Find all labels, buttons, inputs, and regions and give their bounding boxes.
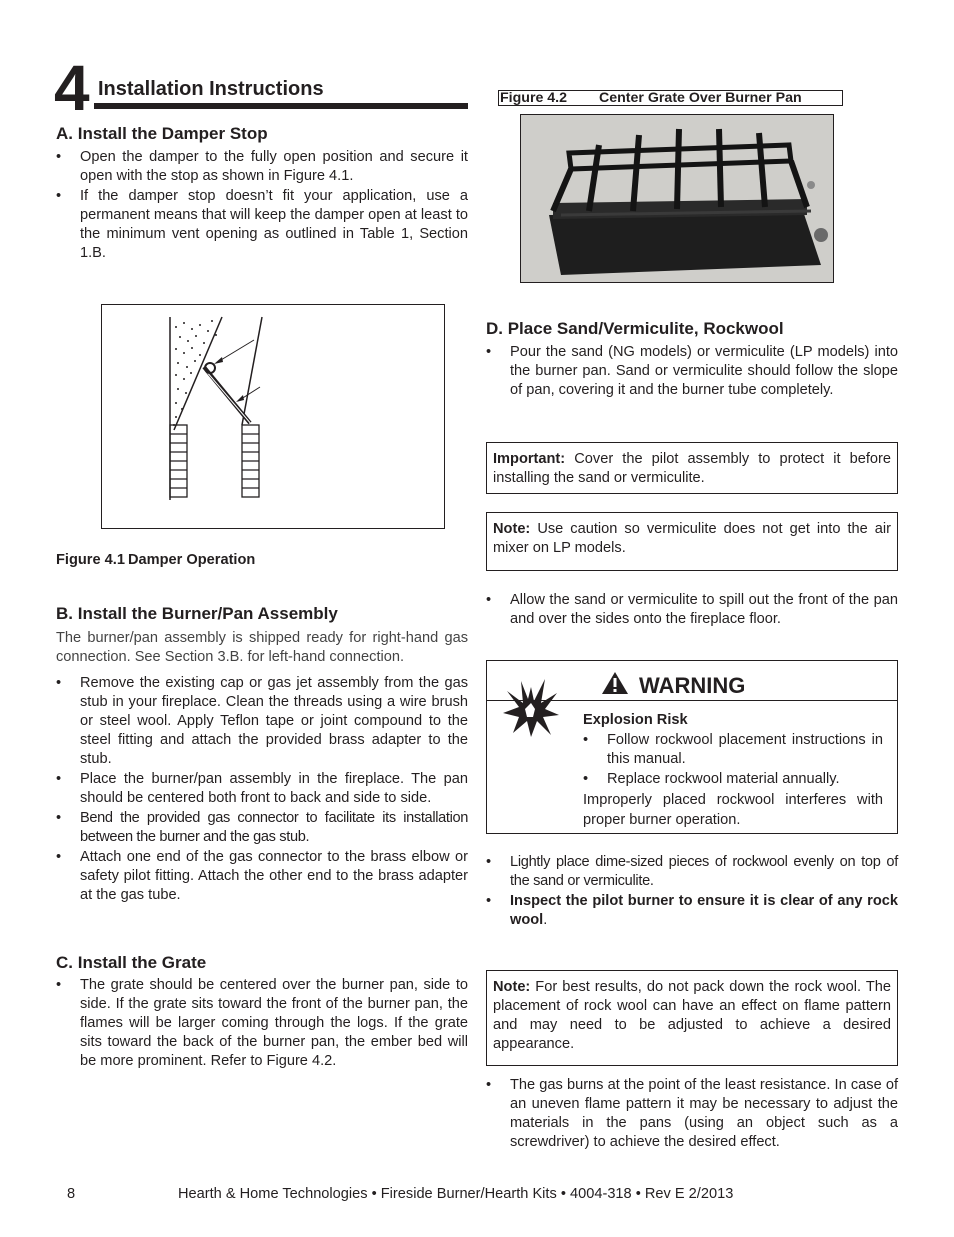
note-box-2 bbox=[486, 970, 898, 1066]
warning-box bbox=[486, 660, 898, 834]
section-a-bullet-2: • If the damper stop doesn’t fit your application, use a permanent means that will keep the damper open at least to the minimum vent opening as outlined in Table 1, Section 1.B. bbox=[56, 187, 468, 263]
figure-4-1-box bbox=[101, 304, 445, 529]
important-text: Cover the pilot assembly to protect it before installing the sand or vermiculite. bbox=[493, 451, 891, 486]
section-d bbox=[486, 318, 898, 400]
section-d-bullet-4-bold: Inspect the pilot burner to ensure it is clear of any rock wool bbox=[510, 893, 898, 928]
important-box bbox=[486, 442, 898, 494]
section-b-bullet-4: • Attach one end of the gas connector to the brass elbow or safety pilot fitting. Attach the other end to the brass adapter at the gas tube. bbox=[56, 848, 468, 905]
chapter-rule bbox=[94, 103, 468, 109]
section-d-heading: D. Place Sand/Vermiculite, Rockwool bbox=[486, 319, 784, 338]
warning-bullet-1: • Follow rockwool placement instructions in this manual. bbox=[583, 731, 883, 770]
section-d-bullet-2: • Allow the sand or vermiculite to spill out the front of the pan and over the sides onto the fireplace floor. bbox=[486, 591, 898, 629]
grate-photo bbox=[521, 115, 834, 283]
explosion-icon bbox=[501, 677, 561, 739]
section-d-bullet-2-wrap bbox=[486, 591, 898, 629]
page-number: 8 bbox=[67, 1186, 76, 1202]
figure-4-2-photo bbox=[520, 114, 834, 283]
warning-bullet-2: • Replace rockwool material annually. bbox=[583, 770, 883, 790]
figure-4-1-number: Figure 4.1 bbox=[56, 552, 125, 568]
note-2-label: Note: bbox=[493, 979, 531, 995]
warning-body bbox=[583, 711, 883, 830]
section-a-heading: A. Install the Damper Stop bbox=[56, 124, 268, 143]
section-b-bullet-2: • Place the burner/pan assembly in the fireplace. The pan should be centered both front to back and side to side. bbox=[56, 770, 468, 808]
damper-diagram bbox=[102, 305, 446, 530]
section-c bbox=[56, 952, 468, 1071]
section-b bbox=[56, 603, 468, 905]
note-1-label: Note: bbox=[493, 521, 531, 537]
section-b-heading: B. Install the Burner/Pan Assembly bbox=[56, 604, 338, 623]
section-d-bullet-4-end: . bbox=[543, 912, 548, 928]
note-1-text: Use caution so vermiculite does not get into the air mixer on LP models. bbox=[493, 521, 891, 556]
section-a-bullet-1: • Open the damper to the fully open position and secure it open with the stop as shown in Figure 4.1. bbox=[56, 148, 468, 186]
section-b-bullet-3: • Bend the provided gas connector to facilitate its installation between the burner and the gas stub. bbox=[56, 809, 468, 847]
section-d-bullet-1: • Pour the sand (NG models) or vermiculite (LP models) into the burner pan. Sand or vermiculite should follow the slope of pan, covering it and the burner tube completely. bbox=[486, 343, 898, 400]
chapter-number: 4 bbox=[54, 52, 88, 124]
section-d-bullet-5-wrap bbox=[486, 1076, 898, 1152]
warning-subtitle: Explosion Risk bbox=[583, 712, 688, 728]
section-d-bullet-3: • Lightly place dime-sized pieces of rockwool evenly on top of the sand or vermiculite. bbox=[486, 853, 898, 891]
note-box-1 bbox=[486, 512, 898, 571]
section-c-bullet-1: • The grate should be centered over the burner pan, side to side. If the grate sits toward the front of the burner pan, the flames will be larger coming through the logs. If the grate sits toward the back of the burner pan, the ember bed will be more prominent. Refer to Figure 4.2. bbox=[56, 976, 468, 1071]
figure-4-1-caption bbox=[56, 552, 255, 568]
important-label: Important: bbox=[493, 451, 566, 467]
section-a bbox=[56, 123, 468, 263]
chapter-title: Installation Instructions bbox=[98, 78, 324, 100]
warning-text: Improperly placed rockwool interferes with proper burner operation. bbox=[583, 792, 883, 828]
figure-4-1-title: Damper Operation bbox=[128, 552, 256, 568]
section-d-bullets-3-4 bbox=[486, 853, 898, 930]
figure-4-2-caption bbox=[498, 90, 843, 106]
section-c-heading: C. Install the Grate bbox=[56, 953, 207, 972]
warning-triangle-icon bbox=[601, 671, 629, 695]
footer-text: Hearth & Home Technologies • Fireside Burner/Hearth Kits • 4004-318 • Rev E 2/2013 bbox=[178, 1186, 734, 1202]
section-b-intro: The burner/pan assembly is shipped ready for right-hand gas connection. See Section 3.B. for left-hand connection. bbox=[56, 630, 468, 665]
section-d-bullet-5: • The gas burns at the point of the least resistance. In case of an uneven flame pattern it may be necessary to adjust the materials in the pans (using an object such as a screwdriver) to achieve the desired effect. bbox=[486, 1076, 898, 1152]
figure-4-2-title: Center Grate Over Burner Pan bbox=[599, 90, 802, 106]
warning-title: WARNING bbox=[639, 673, 746, 698]
section-d-bullet-4 bbox=[486, 892, 898, 930]
note-2-text: For best results, do not pack down the rock wool. The placement of rock wool can have an effect on flame pattern and may need to be adjusted to achieve a desired appearance. bbox=[493, 979, 891, 1052]
section-b-bullet-1: • Remove the existing cap or gas jet assembly from the gas stub in your fireplace. Clean the threads using a wire brush or steel wool. Apply Teflon tape or joint compound to the steel fitting and attach the provided brass adapter to the stub. bbox=[56, 674, 468, 769]
figure-4-2-number: Figure 4.2 bbox=[500, 90, 568, 106]
